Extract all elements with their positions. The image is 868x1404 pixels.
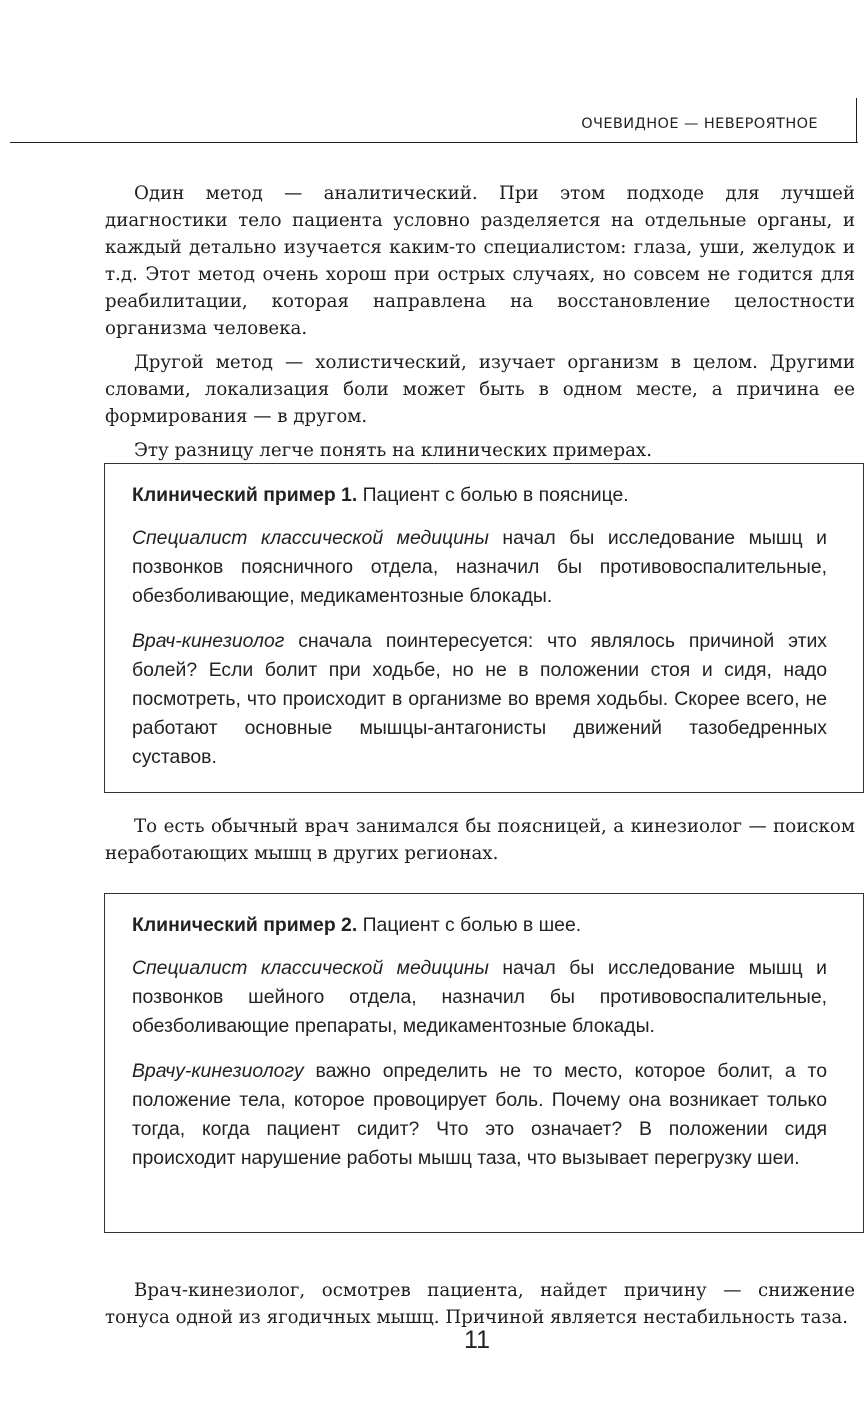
clinical-case-2-paragraph-2 [132,1057,827,1173]
case-2-p1-rest: начал бы исследование мышц и позвонков шейного отдела, назначил бы противовоспалительные, обезболивающие препараты, медикаментозные блокады. [132,957,827,1037]
case-2-p2-rest: важно определить не то место, которое болит, а то положение тела, которое провоцирует боль. Почему она возникает только тогда, когда пациент сидит? Что это означает? В положении сидя происходит нарушение работы мышц таза, что вызывает перегрузку шеи. [132,1060,827,1169]
clinical-case-2-title [132,911,827,940]
intro-paragraph-3: Эту разницу легче понять на клинических примерах. [134,440,652,461]
case-1-p2-italic: Врач-кинезиолог [132,630,285,652]
case-1-p1-rest: начал бы исследование мышц и позвонков поясничного отдела, назначил бы противовоспалительные, обезболивающие, медикаментозные блокады. [132,527,827,607]
middle-paragraph-1: То есть обычный врач занимался бы поясницей, а кинезиолог — поиском неработающих мышц в других регионах. [105,816,855,864]
running-head: ОЧЕВИДНОЕ — НЕВЕРОЯТНОЕ [581,116,818,132]
page-number: 11 [464,1326,490,1354]
case-2-p1-italic: Специалист классической медицины [132,957,489,979]
case-2-title-bold: Клинический пример 2. [132,914,358,936]
case-1-title-bold: Клинический пример 1. [132,484,358,506]
header-rule-horizontal [10,142,858,143]
intro-text [105,180,855,471]
clinical-case-1-box [104,463,864,793]
middle-text [105,813,855,874]
intro-paragraph-1: Один метод — аналитический. При этом подходе для лучшей диагностики тело пациента условно разделяется на отдельные органы, и каждый детально изучается каким-то специалистом: глаза, уши, желудок и т.д. Этот метод очень хорош при острых случаях, но совсем не годится для реабилитации, которая направлена на восстановление целостности организма человека. [105,183,855,339]
box-left-border [104,894,105,1232]
clinical-case-2-paragraph-1 [132,954,827,1041]
case-1-p2-rest: сначала поинтересуется: что являлось причиной этих болей? Если болит при ходьбе, но не в положении стоя и сидя, надо посмотреть, что происходит в организме во время ходьбы. Скорее всего, не работают основные мышцы-антагонисты движений тазобедренных суставов. [132,630,827,768]
clinical-case-1-content [132,481,827,788]
clinical-case-2-box [104,893,864,1233]
intro-paragraph-2: Другой метод — холистический, изучает организм в целом. Другими словами, локализация боли может быть в одном месте, а причина ее формирования — в другом. [105,352,855,427]
header-rule-vertical [856,98,857,143]
case-1-title-rest: Пациент с болью в пояснице. [357,484,629,506]
case-2-title-rest: Пациент с болью в шее. [357,914,582,936]
clinical-case-1-title [132,481,827,510]
case-1-p1-italic: Специалист классической медицины [132,527,489,549]
clinical-case-1-paragraph-1 [132,524,827,611]
box-left-border [104,464,105,792]
closing-paragraph-1: Врач-кинезиолог, осмотрев пациента, найдет причину — снижение тонуса одной из ягодичных мышц. Причиной является нестабильность таза. [105,1280,855,1328]
clinical-case-2-content [132,911,827,1189]
case-2-p2-italic: Врачу-кинезиологу [132,1060,304,1082]
clinical-case-1-paragraph-2 [132,627,827,772]
